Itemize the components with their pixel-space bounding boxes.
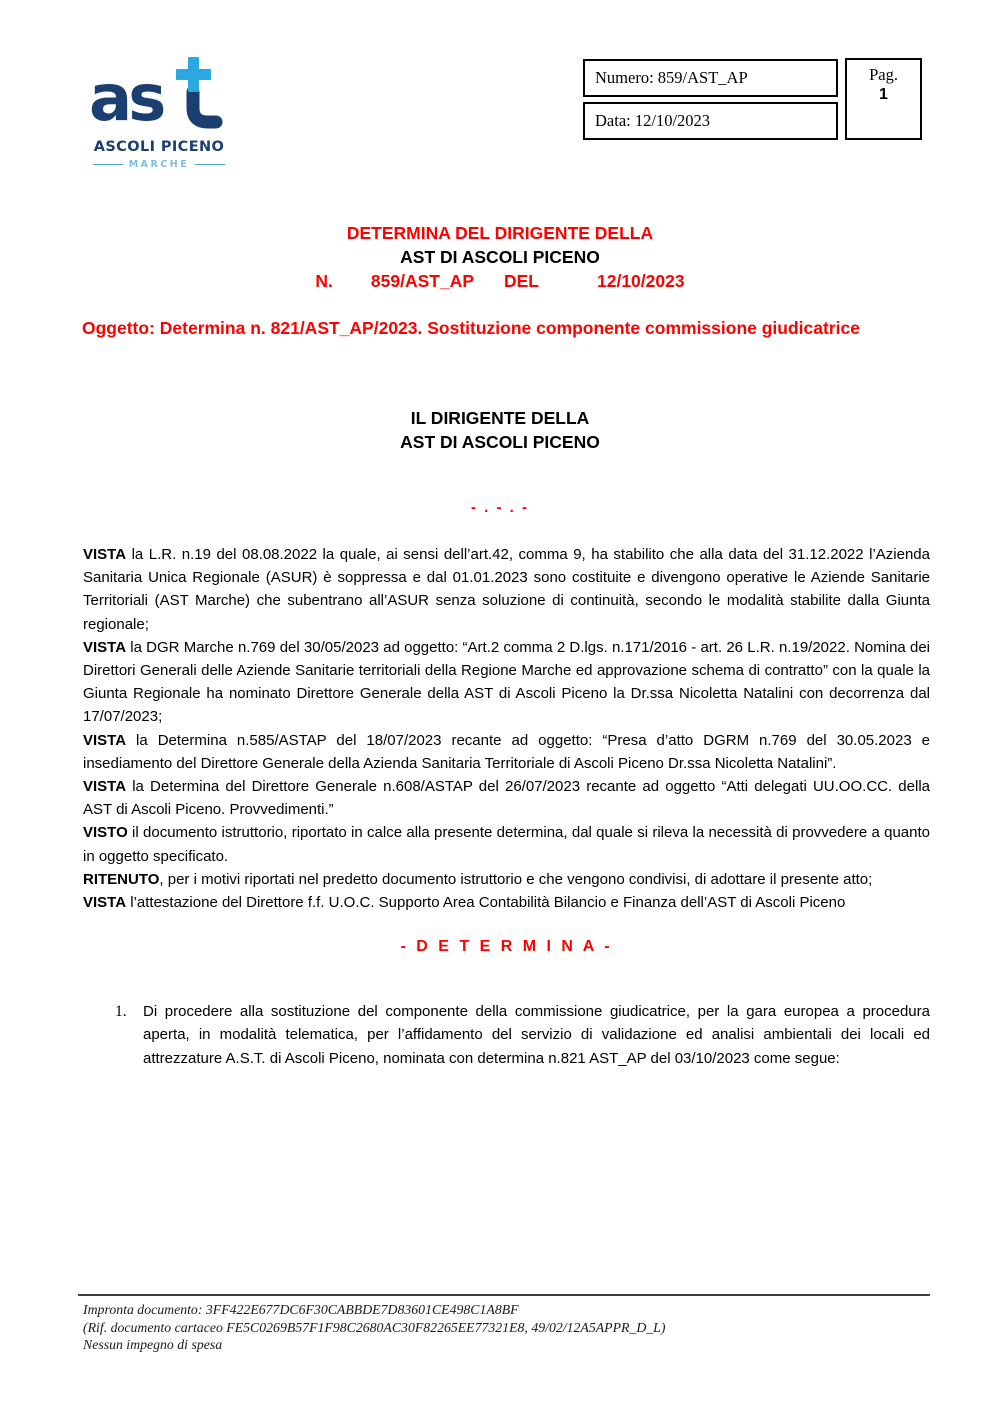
numero-value: Numero: 859/AST_AP <box>595 68 748 87</box>
paragraph-text: il documento istruttorio, riportato in calce alla presente determina, dal quale si rileva la necessità di provvedere a quanto in oggetto specificato. <box>83 824 930 865</box>
document-footer <box>78 1294 930 1354</box>
title-date: 12/10/2023 <box>597 271 685 291</box>
data-box <box>583 102 838 140</box>
numbered-list <box>83 1000 930 1070</box>
paragraph-lead-word: VISTA <box>83 778 127 796</box>
title-number: 859/AST_AP <box>370 271 474 291</box>
logo-t-stem <box>193 92 216 122</box>
dirigente-line-2: AST DI ASCOLI PICENO <box>400 432 600 452</box>
paragraph-lead-word: VISTO <box>83 824 128 842</box>
document-body <box>83 543 930 1070</box>
title-block <box>0 221 1000 293</box>
title-line-3 <box>0 269 1000 293</box>
ast-wordmark-icon <box>89 56 229 132</box>
body-paragraph <box>83 775 930 821</box>
footer-line: Impronta documento: 3FF422E677DC6F30CABBDE7D83601CE498C1A8BF <box>83 1302 519 1317</box>
footer-line: Nessun impegno di spesa <box>83 1337 223 1353</box>
determina-heading: - D E T E R M I N A - <box>400 938 613 956</box>
oggetto-paragraph: Oggetto: Determina n. 821/AST_AP/2023. Sostituzione componente commissione giudicatrice <box>82 318 860 338</box>
logo-rule-right <box>195 164 225 165</box>
logo-city-label: ASCOLI PICENO <box>93 139 225 155</box>
title-del-label: DEL <box>504 271 539 291</box>
footer-line: (Rif. documento cartaceo FE5C0269B57F1F98C2680AC30F82265EE77321E8, 49/02/12A5APPR_D_L) <box>83 1319 666 1335</box>
body-paragraph <box>83 636 930 729</box>
title-line-1: DETERMINA DEL DIRIGENTE DELLA <box>346 223 654 243</box>
dotted-separator: - . - . - <box>471 499 529 516</box>
body-paragraph <box>83 891 930 914</box>
paragraph-lead-word: VISTA <box>83 546 127 563</box>
body-paragraphs <box>83 543 930 914</box>
data-value: Data: 12/10/2023 <box>595 111 711 130</box>
page-number: 1 <box>879 86 888 103</box>
numero-box <box>583 59 838 97</box>
page-number-box <box>845 58 922 140</box>
list-item-text: Di procedere alla sostituzione del componente della commissione giudicatrice, per la gara europea a procedura aperta, in modalità telematica, per l’affidamento del servizio di validazione ed analisi ambientali dei locali ed attrezzature A.S.T. di Ascoli Piceno, nominata con determina n.821 AST_AP del 03/10/2023 come segue: <box>143 1003 930 1067</box>
paragraph-text: l’attestazione del Direttore f.f. U.O.C. Supporto Area Contabilità Bilancio e Finanza dell’AST di Ascoli Piceno <box>126 894 846 912</box>
paragraph-lead-word: VISTA <box>83 731 127 749</box>
paragraph-text: la Determina n.585/ASTAP del 18/07/2023 recante ad oggetto: “Presa d’atto DGRM n.769 del 30.05.2023 e insediamento del Direttore Generale della Azienda Sanitaria Territoriale di Ascoli Piceno Dr.ssa Nicoletta Natalini”. <box>83 731 930 772</box>
paragraph-lead-word: RITENUTO <box>83 870 160 888</box>
paragraph-text: la Determina del Direttore Generale n.608/ASTAP del 26/07/2023 recante ad oggetto “Atti delegati UU.OO.CC. della AST di Ascoli Piceno. Provvedimenti.” <box>83 778 930 819</box>
title-line-2: AST DI ASCOLI PICENO <box>400 247 600 267</box>
paragraph-text: la L.R. n.19 del 08.08.2022 la quale, ai sensi dell’art.42, comma 9, ha stabilito che alla data del 31.12.2022 l’Azienda Sanitaria Unica Regionale (ASUR) è soppressa e dal 01.01.2023 sono costituite e divengono operative le Aziende Sanitarie Territoriali (AST Marche) che subentrano all’ASUR senza soluzione di continuità, secondo le modalità stabilite dalla Giunta regionale; <box>83 546 930 633</box>
list-item <box>83 1000 930 1070</box>
body-paragraph <box>83 729 930 775</box>
body-paragraph <box>83 543 930 636</box>
logo-as-text: as <box>89 62 163 132</box>
paragraph-lead-word: VISTA <box>83 894 127 912</box>
title-n-label: N. <box>315 271 333 291</box>
ast-logo <box>85 56 233 170</box>
paragraph-text: , per i motivi riportati nel predetto documento istruttorio e che vengono condivisi, di adottare il presente atto; <box>159 870 873 888</box>
page-label: Pag. <box>869 65 898 84</box>
dirigente-heading <box>0 406 1000 454</box>
body-paragraph <box>83 868 930 891</box>
paragraph-text: la DGR Marche n.769 del 30/05/2023 ad oggetto: “Art.2 comma 2 D.lgs. n.171/2016 - art. 26 L.R. n.19/2022. Nomina dei Direttori Generali delle Aziende Sanitarie territoriali della Regione Marche ed approvazione schema di contratto” con la quale la Giunta Regionale ha nominato Direttore Generale della AST di Ascoli Piceno la Dr.ssa Nicoletta Natalini con decorrenza dal 17/07/2023; <box>83 638 930 726</box>
dirigente-line-1: IL DIRIGENTE DELLA <box>410 408 590 428</box>
logo-rule-left <box>93 164 123 165</box>
logo-region-row <box>85 159 233 170</box>
list-item-marker: 1. <box>115 1003 127 1021</box>
logo-plus-vertical <box>188 57 199 92</box>
logo-region-label: MARCHE <box>128 159 190 170</box>
paragraph-lead-word: VISTA <box>83 638 127 656</box>
body-paragraph <box>83 821 930 867</box>
